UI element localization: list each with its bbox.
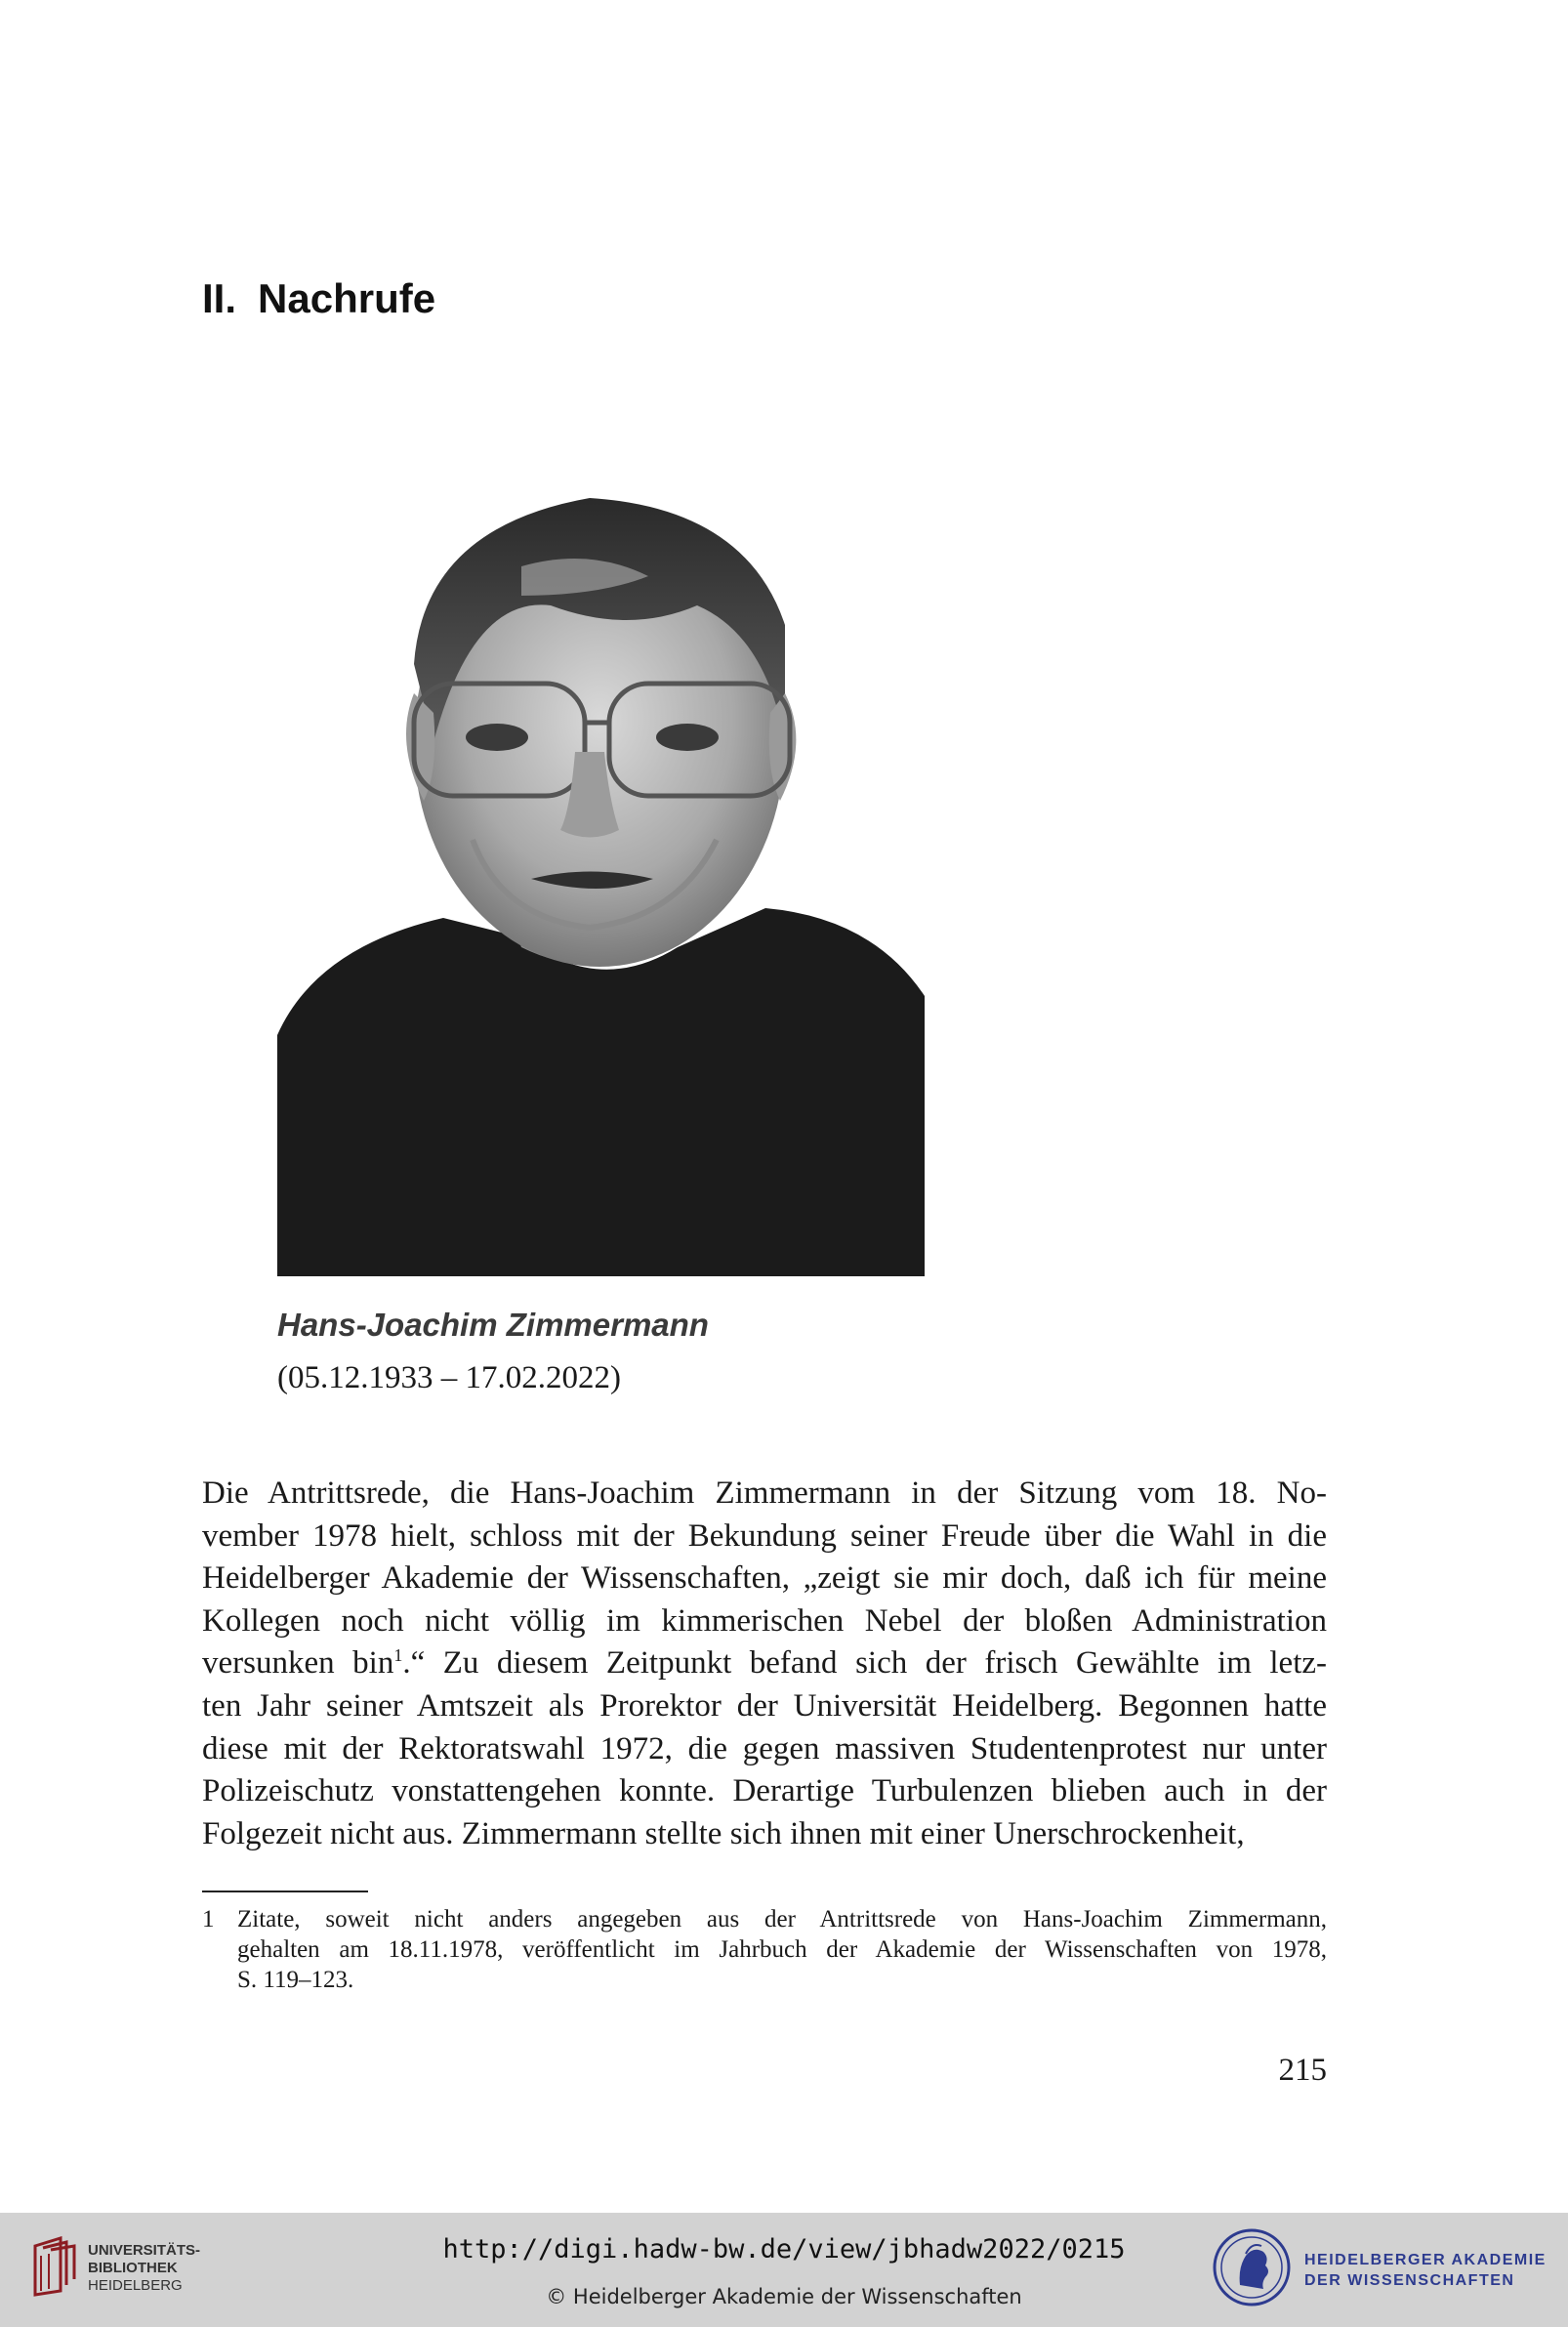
footer-bar [0,2213,1568,2327]
caption-dates: (05.12.1933 – 17.02.2022) [277,1360,621,1395]
body-line-text: versunken bin [202,1645,394,1682]
body-line-text: .“ Zu diesem Zeitpunkt befand sich der frisch Gewählte im letz- [402,1645,1328,1682]
body-line: Heidelberger Akademie der Wissenschaften, „zeigt sie mir doch, daß ich für meine [202,1560,1327,1597]
footnote-line: Zitate, soweit nicht anders angegeben aus der Antrittsrede von Hans-Joachim Zimmermann, [237,1906,1327,1932]
library-name-line3: HEIDELBERG [88,2277,183,2294]
academy-name-line2: DER WISSENSCHAFTEN [1304,2272,1515,2289]
portrait-photo [277,488,925,1276]
body-line: Polizeischutz vonstattengehen konnte. Derartige Turbulenzen blieben auch in der [202,1773,1327,1809]
footnote-line: gehalten am 18.11.1978, veröffentlicht im Jahrbuch der Akademie der Wissenschaften von 1978, [237,1936,1327,1963]
academy-name [1304,2250,1547,2291]
body-line: Folgezeit nicht aus. Zimmermann stellte sich ihnen mit einer Unerschrockenheit, [202,1815,1245,1851]
academy-name-line1: HEIDELBERGER AKADEMIE [1304,2252,1547,2268]
portrait-image [277,488,925,1276]
body-line: Die Antrittsrede, die Hans-Joachim Zimmermann in der Sitzung vom 18. No- [202,1475,1327,1511]
footnote-number: 1 [202,1906,215,1932]
library-name-line1: UNIVERSITÄTS- [88,2242,201,2259]
body-line: ten Jahr seiner Amtszeit als Prorektor der Universität Heidelberg. Begonnen hatte [202,1687,1327,1724]
footnote [202,1904,1327,1995]
body-line: vember 1978 hielt, schloss mit der Bekundung seiner Freude über die Wahl in die [202,1517,1327,1554]
footer-copyright: © Heidelberger Akademie der Wissenschaften [546,2285,1022,2308]
body-paragraph [202,1473,1327,1855]
body-line: diese mit der Rektoratswahl 1972, die gegen massiven Studentenprotest nur unter [202,1730,1327,1766]
library-name-line2: BIBLIOTHEK [88,2260,178,2276]
body-line-with-footnote [202,1642,1327,1685]
footer-url-link[interactable]: http://digi.hadw-bw.de/view/jbhadw2022/0215 [442,2234,1126,2265]
section-heading [202,275,435,322]
academy-logo[interactable] [1211,2224,1547,2312]
footnote-separator [202,1891,368,1892]
footnote-line: S. 119–123. [237,1967,354,1993]
section-number: II. [202,275,237,321]
footnote-marker[interactable]: 1 [393,1645,403,1666]
section-title: Nachrufe [258,275,436,321]
body-line: Kollegen noch nicht völlig im kimmerischen Nebel der bloßen Administration [202,1602,1327,1639]
page-number: 215 [1278,2053,1327,2088]
academy-seal-icon [1211,2224,1293,2312]
caption-name: Hans-Joachim Zimmermann [277,1307,709,1343]
